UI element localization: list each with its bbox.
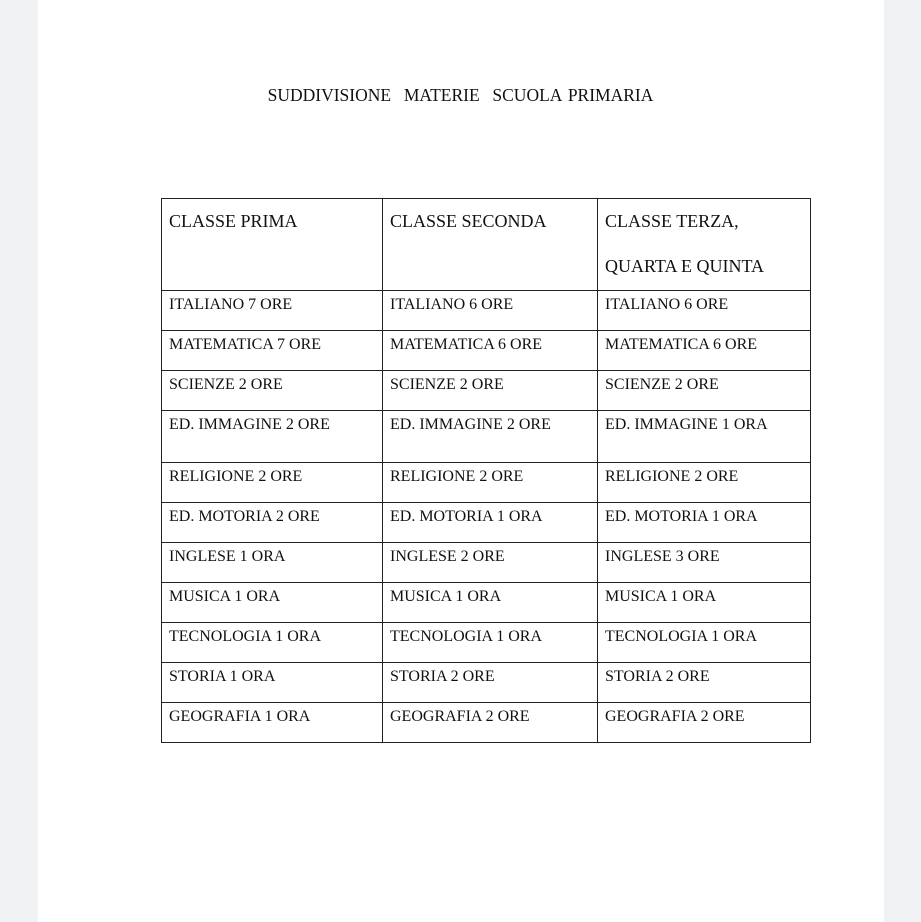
document-title: SUDDIVISIONE MATERIE SCUOLA PRIMARIA <box>267 85 654 105</box>
table-cell: ITALIANO 6 ORE <box>383 291 598 331</box>
table-cell: STORIA 2 ORE <box>598 663 811 703</box>
table-cell: TECNOLOGIA 1 ORA <box>162 623 383 663</box>
table-cell: RELIGIONE 2 ORE <box>598 463 811 503</box>
table-row <box>162 623 811 663</box>
table-cell: SCIENZE 2 ORE <box>383 371 598 411</box>
header-classe-seconda: CLASSE SECONDA <box>383 199 598 291</box>
table-header-row <box>162 199 811 291</box>
table-cell: INGLESE 2 ORE <box>383 543 598 583</box>
table-cell: MUSICA 1 ORA <box>383 583 598 623</box>
table-cell: INGLESE 1 ORA <box>162 543 383 583</box>
table-cell: ED. IMMAGINE 2 ORE <box>383 411 598 463</box>
table-cell: SCIENZE 2 ORE <box>162 371 383 411</box>
table-cell: MATEMATICA 6 ORE <box>598 331 811 371</box>
table-row <box>162 543 811 583</box>
table-row <box>162 291 811 331</box>
header-classe-prima: CLASSE PRIMA <box>162 199 383 291</box>
table-row <box>162 503 811 543</box>
table-cell: MUSICA 1 ORA <box>162 583 383 623</box>
subjects-table <box>161 198 811 743</box>
table-cell: STORIA 2 ORE <box>383 663 598 703</box>
table-cell: MATEMATICA 6 ORE <box>383 331 598 371</box>
table-row <box>162 371 811 411</box>
table-cell: INGLESE 3 ORE <box>598 543 811 583</box>
table-cell: SCIENZE 2 ORE <box>598 371 811 411</box>
table-cell: MUSICA 1 ORA <box>598 583 811 623</box>
header-classe-terza-quarta-quinta: CLASSE TERZA, QUARTA E QUINTA <box>598 199 811 291</box>
table-row <box>162 703 811 743</box>
table-cell: RELIGIONE 2 ORE <box>162 463 383 503</box>
table-cell: ED. IMMAGINE 1 ORA <box>598 411 811 463</box>
table-row <box>162 411 811 463</box>
table-row <box>162 331 811 371</box>
table-cell: TECNOLOGIA 1 ORA <box>598 623 811 663</box>
table-row <box>162 583 811 623</box>
table-cell: ITALIANO 6 ORE <box>598 291 811 331</box>
table-row <box>162 463 811 503</box>
table-cell: TECNOLOGIA 1 ORA <box>383 623 598 663</box>
table-cell: STORIA 1 ORA <box>162 663 383 703</box>
table-cell: GEOGRAFIA 2 ORE <box>598 703 811 743</box>
table-cell: GEOGRAFIA 2 ORE <box>383 703 598 743</box>
table-cell: ED. MOTORIA 2 ORE <box>162 503 383 543</box>
table-cell: RELIGIONE 2 ORE <box>383 463 598 503</box>
table-cell: GEOGRAFIA 1 ORA <box>162 703 383 743</box>
table-cell: ITALIANO 7 ORE <box>162 291 383 331</box>
table-row <box>162 663 811 703</box>
table-cell: ED. MOTORIA 1 ORA <box>383 503 598 543</box>
table-cell: MATEMATICA 7 ORE <box>162 331 383 371</box>
table-cell: ED. MOTORIA 1 ORA <box>598 503 811 543</box>
table-cell: ED. IMMAGINE 2 ORE <box>162 411 383 463</box>
